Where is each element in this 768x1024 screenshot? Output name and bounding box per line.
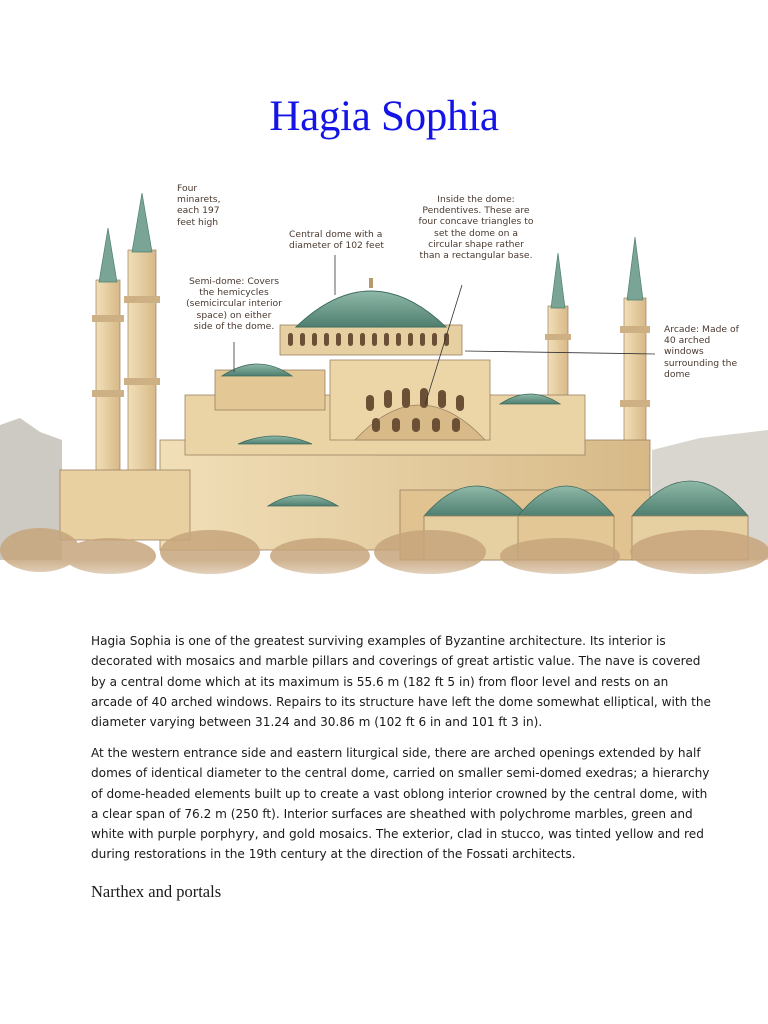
minaret-far-right — [620, 237, 650, 458]
semi-dome-left — [222, 364, 292, 376]
annotation-inside-dome: Inside the dome: Pendentives. These are four concave triangles to set the dome on a circular shape rather than a rectangular base. — [418, 194, 534, 262]
annotation-central-dome: Central dome with a diameter of 102 feet — [289, 229, 384, 252]
dome-finial — [369, 278, 373, 288]
section-heading: Narthex and portals — [91, 882, 222, 901]
annotation-arcade: Arcade: Made of 40 arched windows surrounding the dome — [664, 324, 739, 380]
page-title: Hagia Sophia — [269, 93, 499, 140]
minaret-far-left — [92, 228, 124, 490]
central-dome — [296, 291, 446, 327]
arcade-drum — [280, 325, 462, 355]
annotation-minarets: Four minarets, each 197 feet high — [177, 183, 221, 228]
annotation-semi-dome: Semi-dome: Covers the hemicycles (semicircular interior space) on either side of the dome. — [186, 276, 282, 332]
paragraph-intro: Hagia Sophia is one of the greatest surviving examples of Byzantine architecture. Its interior is decorated with mosaics and marble pillars and coverings of great artistic value. The nave is covered by a central dome which at its maximum is 55.6 m (182 ft 5 in) from floor level and rests on an arcade of 40 arched windows. Repairs to its structure have left the dome somewhat elliptical, with the diameter varying between 31.24 and 30.86 m (102 ft 6 in and 101 ft 3 in). — [91, 634, 711, 730]
paragraph-structure: At the western entrance side and eastern liturgical side, there are arched openings extended by half domes of identical diameter to the central dome, carried on smaller semi-domed exedras; a hierarchy of dome-headed elements built up to create a vast oblong interior crowned by the central dome, with a clear span of 76.2 m (250 ft). Interior surfaces are sheathed with polychrome marbles, green and white with purple porphyry, and gold mosaics. The exterior, clad in stucco, was tinted yellow and red during restorations in the 19th century at the direction of the Fossati architects. — [91, 746, 710, 862]
minaret-left — [124, 193, 160, 490]
